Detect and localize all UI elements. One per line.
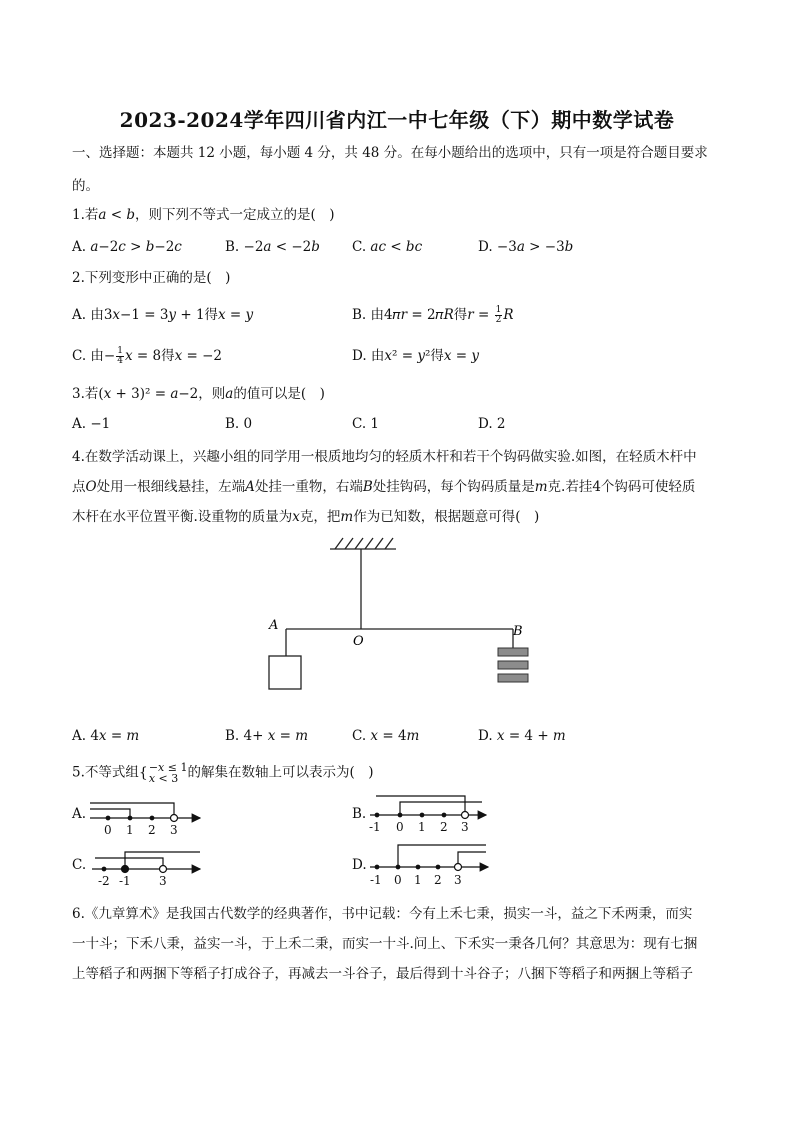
- q4-stem-line3: 木杆在水平位置平衡.设重物的质量为𝑥克，把𝑚作为已知数，根据题意可得( ): [72, 509, 540, 525]
- tick-label: 0: [394, 873, 402, 887]
- q2-stem: 2.下列变形中正确的是( ): [72, 270, 231, 286]
- q4-option-c: C. 𝑥 = 4𝑚: [352, 728, 420, 744]
- page-title: 2023-2024学年四川省内江一中七年级（下）期中数学试卷: [119, 108, 675, 132]
- number-line-c-ticks: [98, 874, 167, 888]
- tick-label: -2: [98, 874, 110, 888]
- number-line-a-ticks: [104, 823, 178, 837]
- q5-option-a-letter: A.: [72, 806, 87, 822]
- q4-option-b: B. 4+ 𝑥 = 𝑚: [225, 728, 309, 744]
- q5-stem: 5.不等式组{ −𝑥 ≤ 1 𝑥 < 3 的解集在数轴上可以表示为( ): [72, 761, 374, 785]
- q3-stem: 3.若(𝑥 + 3)² = 𝑎−2，则𝑎的值可以是( ): [72, 386, 325, 402]
- q1-option-c: C. 𝑎𝑐 < 𝑏𝑐: [352, 239, 423, 255]
- tick-label: -1: [369, 820, 381, 834]
- q5-option-c-letter: C.: [72, 857, 87, 873]
- tick-label: 1: [126, 823, 134, 837]
- section-header: 一、选择题：本题共 12 小题，每小题 4 分，共 48 分。在每小题给出的选项中，只有一项是符合题目要求: [72, 145, 708, 161]
- tick-label: 3: [170, 823, 178, 837]
- tick-label: 1: [414, 873, 422, 887]
- tick-label: 0: [104, 823, 112, 837]
- q1-option-d: D. −3𝑎 > −3𝑏: [478, 239, 574, 255]
- number-line-d-ticks: [370, 873, 462, 887]
- number-line-a: [90, 803, 200, 822]
- q2-option-c: C. 由− $\frac{1}{4}$ 𝑥 = 8得𝑥 = −2: [72, 346, 222, 366]
- tick-label: 1: [418, 820, 426, 834]
- q3-option-a: A. −1: [72, 416, 111, 432]
- q3-option-c: C. 1: [352, 416, 380, 432]
- tick-label: 2: [440, 820, 448, 834]
- inequality-system: −𝑥 ≤ 1 𝑥 < 3: [148, 761, 188, 785]
- q4-option-d: D. 𝑥 = 4 + 𝑚: [478, 728, 566, 744]
- q3-option-b: B. 0: [225, 416, 253, 432]
- label-o: O: [353, 634, 364, 649]
- q5-option-b-letter: B.: [352, 806, 367, 822]
- q3-option-d: D. 2: [478, 416, 506, 432]
- q6-stem-line3: 上等稻子和两捆下等稻子打成谷子，再减去一斗谷子，最后得到十斗谷子；八捆下等稻子和两捆上等稻子: [72, 966, 693, 982]
- label-b: B: [513, 624, 523, 639]
- tick-label: 0: [396, 820, 404, 834]
- tick-label: 2: [148, 823, 156, 837]
- section-header-cont: 的。: [72, 178, 99, 194]
- q2-option-a: A. 由3𝑥−1 = 3𝑦 + 1得𝑥 = 𝑦: [72, 307, 254, 323]
- q1-option-a: A. 𝑎−2𝑐 > 𝑏−2𝑐: [72, 239, 182, 255]
- q4-stem-line1: 4.在数学活动课上，兴趣小组的同学用一根质地均匀的轻质木杆和若干个钩码做实验.如图，在轻质木杆中: [72, 449, 697, 465]
- tick-label: 2: [434, 873, 442, 887]
- q1-stem: 1.若𝑎 < 𝑏，则下列不等式一定成立的是( ): [72, 207, 335, 223]
- label-a: A: [269, 618, 279, 633]
- tick-label: 3: [461, 820, 469, 834]
- tick-label: 3: [454, 873, 462, 887]
- fraction: $\frac{1}{2}$: [495, 305, 502, 325]
- number-line-d: [370, 845, 488, 871]
- q2-option-d: D. 由𝑥² = 𝑦²得𝑥 = 𝑦: [352, 348, 480, 364]
- q2-option-b: B. 由4𝜋𝑟 = 2𝜋𝑅得𝑟 = $\frac{1}{2}$ 𝑅: [352, 305, 514, 325]
- q4-option-a: A. 4𝑥 = 𝑚: [72, 728, 140, 744]
- q4-stem-line2: 点𝑂处用一根细线悬挂，左端𝐴处挂一重物，右端𝐵处挂钩码，每个钩码质量是𝑚克.若挂4个钩码可使轻质: [72, 479, 696, 495]
- number-line-b: [370, 796, 486, 819]
- q1-option-b: B. −2𝑎 < −2𝑏: [225, 239, 320, 255]
- tick-label: 3: [159, 874, 167, 888]
- number-line-b-ticks: [369, 820, 469, 834]
- fraction: $\frac{1}{4}$: [117, 346, 123, 366]
- tick-label: -1: [119, 874, 131, 888]
- q5-option-d-letter: D.: [352, 857, 367, 873]
- q6-stem-line1: 6.《九章算术》是我国古代数学的经典著作，书中记载：今有上禾七秉，损实一斗，益之下禾两秉，而实: [72, 906, 693, 922]
- number-line-c: [92, 852, 200, 873]
- q6-stem-line2: 一十斗；下禾八秉，益实一斗，于上禾二秉，而实一十斗.问上、下禾实一秉各几何？其意思为：现有七捆: [72, 936, 698, 952]
- tick-label: -1: [370, 873, 382, 887]
